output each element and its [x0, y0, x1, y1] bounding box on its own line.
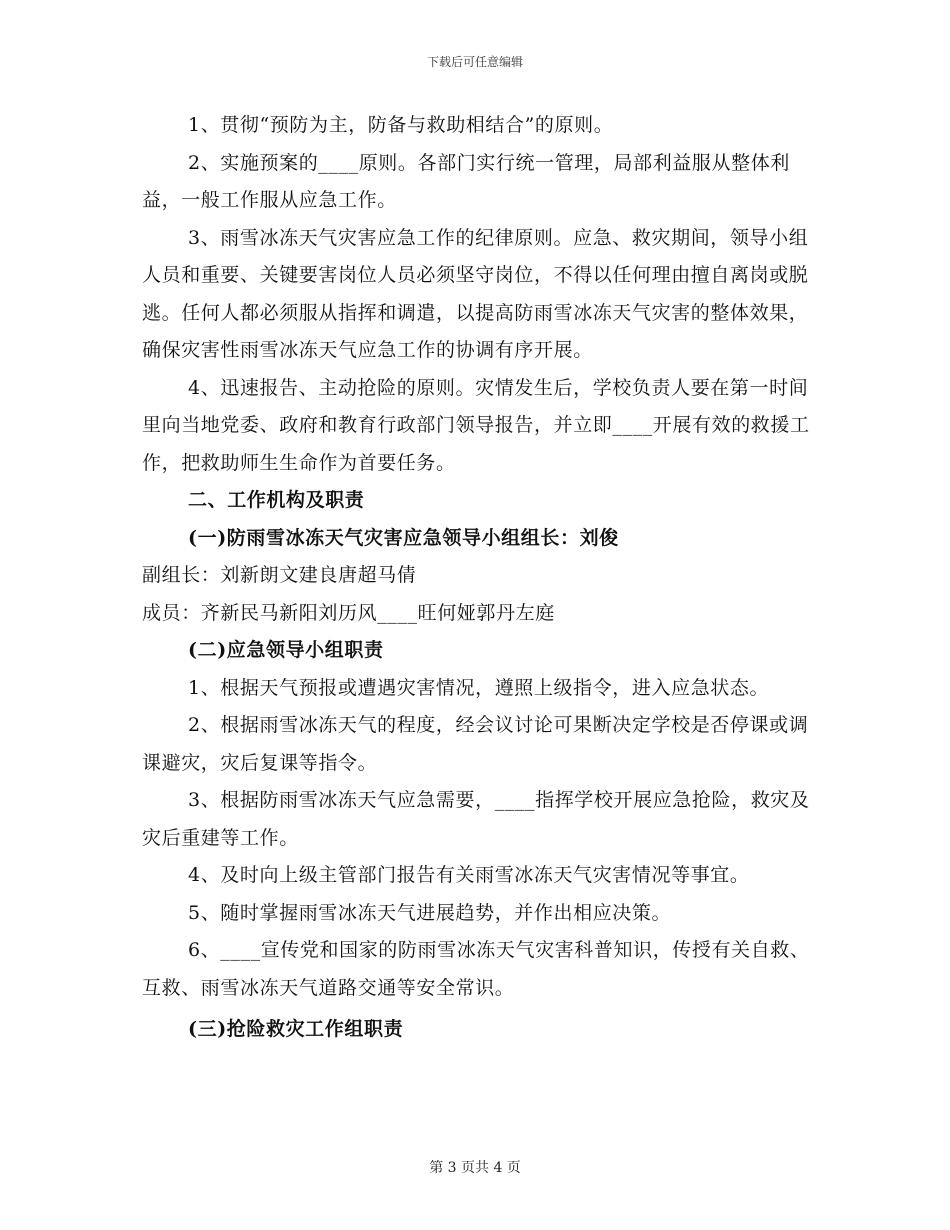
duty-item-4: 4、及时向上级主管部门报告有关雨雪冰冻天气灾害情况等事宜。 [188, 864, 750, 886]
page-header: 下载后可任意编辑 [426, 55, 523, 69]
paragraph-principle-3: 3、雨雪冰冻天气灾害应急工作的纪律原则。应急、救灾期间，领导小组人员和重要、关键要害岗位人员必须坚守岗位，不得以任何理由擅自离岗或脱逃。任何人都必须服从指挥和调遣，以提高防雨雪冰冻天气灾害的整体效果，确保灾害性雨雪冰冻天气应急工作的协调有序开展。 [142, 226, 809, 361]
section-heading-organization: 二、工作机构及职责 [188, 489, 365, 511]
duty-item-2: 2、根据雨雪冰冻天气的程度，经会议讨论可果断决定学校是否停课或调课避灾，灾后复课等指令。 [142, 714, 809, 774]
duty-item-3: 3、根据防雨雪冰冻天气应急需要，____指挥学校开展应急抢险，救灾及灾后重建等工作。 [142, 789, 810, 849]
paragraph-principle-2: 2、实施预案的____原则。各部门实行统一管理，局部利益服从整体利益，一般工作服从应急工作。 [142, 151, 790, 211]
paragraph-principle-1: 1、贯彻“预防为主，防备与救助相结合”的原则。 [188, 114, 614, 136]
deputy-leaders-line: 副组长：刘新朗文建良唐超马倩 [142, 564, 417, 586]
paragraph-principle-4: 4、迅速报告、主动抢险的原则。灾情发生后，学校负责人要在第一时间里向当地党委、政府和教育行政部门领导报告，并立即____开展有效的救援工作，把救助师生生命作为首要任务。 [142, 376, 810, 474]
duty-item-5: 5、随时掌握雨雪冰冻天气进展趋势，并作出相应决策。 [188, 901, 672, 924]
members-line: 成员：齐新民马新阳刘历风____旺何娅郭丹左庭 [142, 601, 555, 624]
subsection-heading-leadership-group: (一)防雨雪冰冻天气灾害应急领导小组组长：刘俊 [188, 526, 619, 549]
subsection-heading-leadership-duties: (二)应急领导小组职责 [188, 639, 384, 661]
subsection-heading-rescue-group: (三)抢险救灾工作组职责 [188, 1018, 404, 1040]
document-body [142, 107, 810, 1049]
duty-item-6: 6、____宣传党和国家的防雨雪冰冻天气灾害科普知识，传授有关自救、互救、雨雪冰冻天气道路交通等安全常识。 [142, 939, 810, 999]
page-footer: 第 3 页共 4 页 [429, 1160, 521, 1176]
duty-item-1: 1、根据天气预报或遭遇灾害情况，遵照上级指令，进入应急状态。 [188, 676, 770, 699]
